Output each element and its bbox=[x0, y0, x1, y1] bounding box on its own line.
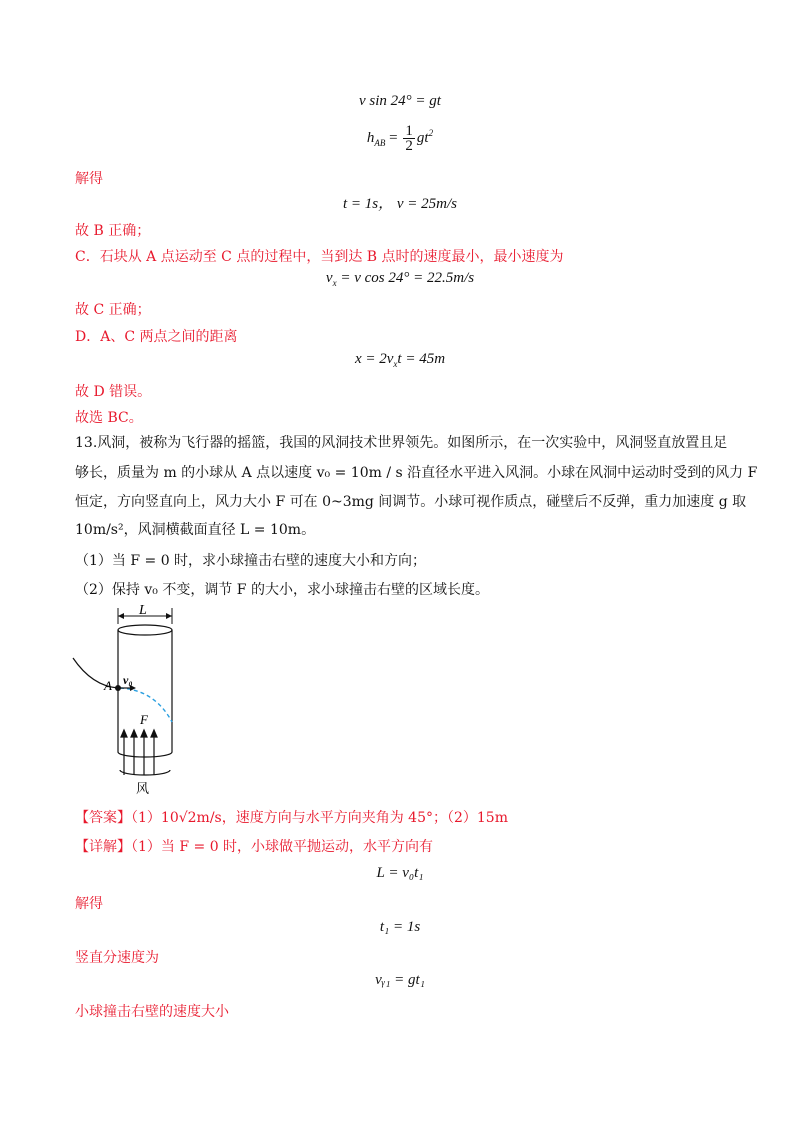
dimension-arrow-right bbox=[166, 613, 172, 619]
label-v0: v₀ bbox=[123, 673, 133, 687]
detail-line bbox=[75, 836, 433, 856]
eq-vx-rest: = v cos 24° = 22.5m/s bbox=[340, 270, 475, 286]
text-jiede-2: 解得 bbox=[75, 896, 103, 912]
text-final-choice: 故选 BC。 bbox=[75, 410, 143, 426]
equation-vsin: v sin 24° = gt bbox=[359, 93, 441, 109]
equation-t1: t₁ = 1s bbox=[379, 919, 421, 935]
text-conclusion-c: 故 C 正确； bbox=[75, 302, 151, 318]
answer-tag: 【答案】 bbox=[75, 810, 131, 826]
eq-hab-tail: gt bbox=[416, 129, 429, 146]
fraction-num: 1 bbox=[405, 123, 413, 139]
label-wind: 风 bbox=[136, 781, 150, 796]
text-last: 小球撞击右壁的速度大小 bbox=[75, 1004, 229, 1020]
label-L: L bbox=[139, 603, 147, 618]
text-conclusion-d: 故 D 错误。 bbox=[75, 384, 152, 400]
equation-vy: vᵧ₁ = gt₁ bbox=[375, 972, 425, 988]
eq-hab-lhs: h bbox=[366, 129, 375, 146]
answer-text: （1）10√2m/s，速度方向与水平方向夹角为 45°；（2）15m bbox=[131, 810, 508, 826]
fraction-den: 2 bbox=[405, 138, 413, 154]
equation-L: L = v₀t₁ bbox=[376, 865, 424, 881]
problem-13-line-2: 够长，质量为 m 的小球从 A 点以速度 v₀ = 10m / s 沿直径水平进入风洞。小球在风洞中运动时受到的风力 F bbox=[75, 465, 758, 481]
answer-line bbox=[75, 807, 508, 827]
problem-13-line-3: 恒定，方向竖直向上，风力大小 F 可在 0~3mg 间调节。小球可视作质点，碰壁后不反弹，重力加速度 g 取 bbox=[75, 494, 747, 510]
dimension-arrow-left bbox=[118, 613, 124, 619]
text-option-d: D．A、C 两点之间的距离 bbox=[75, 329, 238, 345]
eq-x-head: x = 2v bbox=[354, 351, 394, 367]
label-A: A bbox=[104, 678, 112, 693]
detail-tag: 【详解】 bbox=[75, 839, 131, 855]
equation-t: t = 1s， v = 25m/s bbox=[343, 196, 457, 212]
eq-hab-sub: AB bbox=[374, 137, 386, 148]
text-conclusion-b: 故 B 正确； bbox=[75, 223, 151, 239]
text-jiede-1: 解得 bbox=[75, 171, 103, 187]
text-option-c: C．石块从 A 点运动至 C 点的过程中，当到达 B 点时的速度最小，最小速度为 bbox=[75, 249, 564, 265]
tunnel-bottom-arc bbox=[118, 752, 172, 757]
tunnel-base-arc bbox=[120, 770, 170, 775]
equation-vx: $v_x = v$ cos 24° = 22.5m/s bbox=[325, 270, 475, 288]
equation-x: $x = 2v_xt = 45m$ bbox=[354, 351, 446, 369]
wind-arrows bbox=[121, 730, 157, 775]
tunnel-top-ellipse bbox=[118, 625, 172, 635]
eq-x-tail: t = 45m bbox=[397, 351, 446, 367]
question-2: （2）保持 v₀ 不变，调节 F 的大小，求小球撞击右壁的区域长度。 bbox=[75, 582, 489, 598]
equation-hab: $h_{AB}$ = $\frac{1}{2}$ $gt^2$ bbox=[366, 123, 434, 154]
detail-text: （1）当 F = 0 时，小球做平抛运动，水平方向有 bbox=[131, 839, 434, 855]
wind-tunnel-figure bbox=[70, 600, 210, 800]
label-F: F bbox=[140, 712, 148, 727]
text-vertical-velocity: 竖直分速度为 bbox=[75, 950, 159, 966]
problem-13-line-4: 10m/s²，风洞横截面直径 L = 10m。 bbox=[75, 522, 316, 538]
fraction-half bbox=[403, 124, 415, 153]
question-1: （1）当 F = 0 时，求小球撞击右壁的速度大小和方向； bbox=[75, 553, 427, 569]
problem-13-line-1: 13.风洞，被称为飞行器的摇篮，我国的风洞技术世界领先。如图所示，在一次实验中，风洞竖直放置且足 bbox=[75, 435, 728, 451]
